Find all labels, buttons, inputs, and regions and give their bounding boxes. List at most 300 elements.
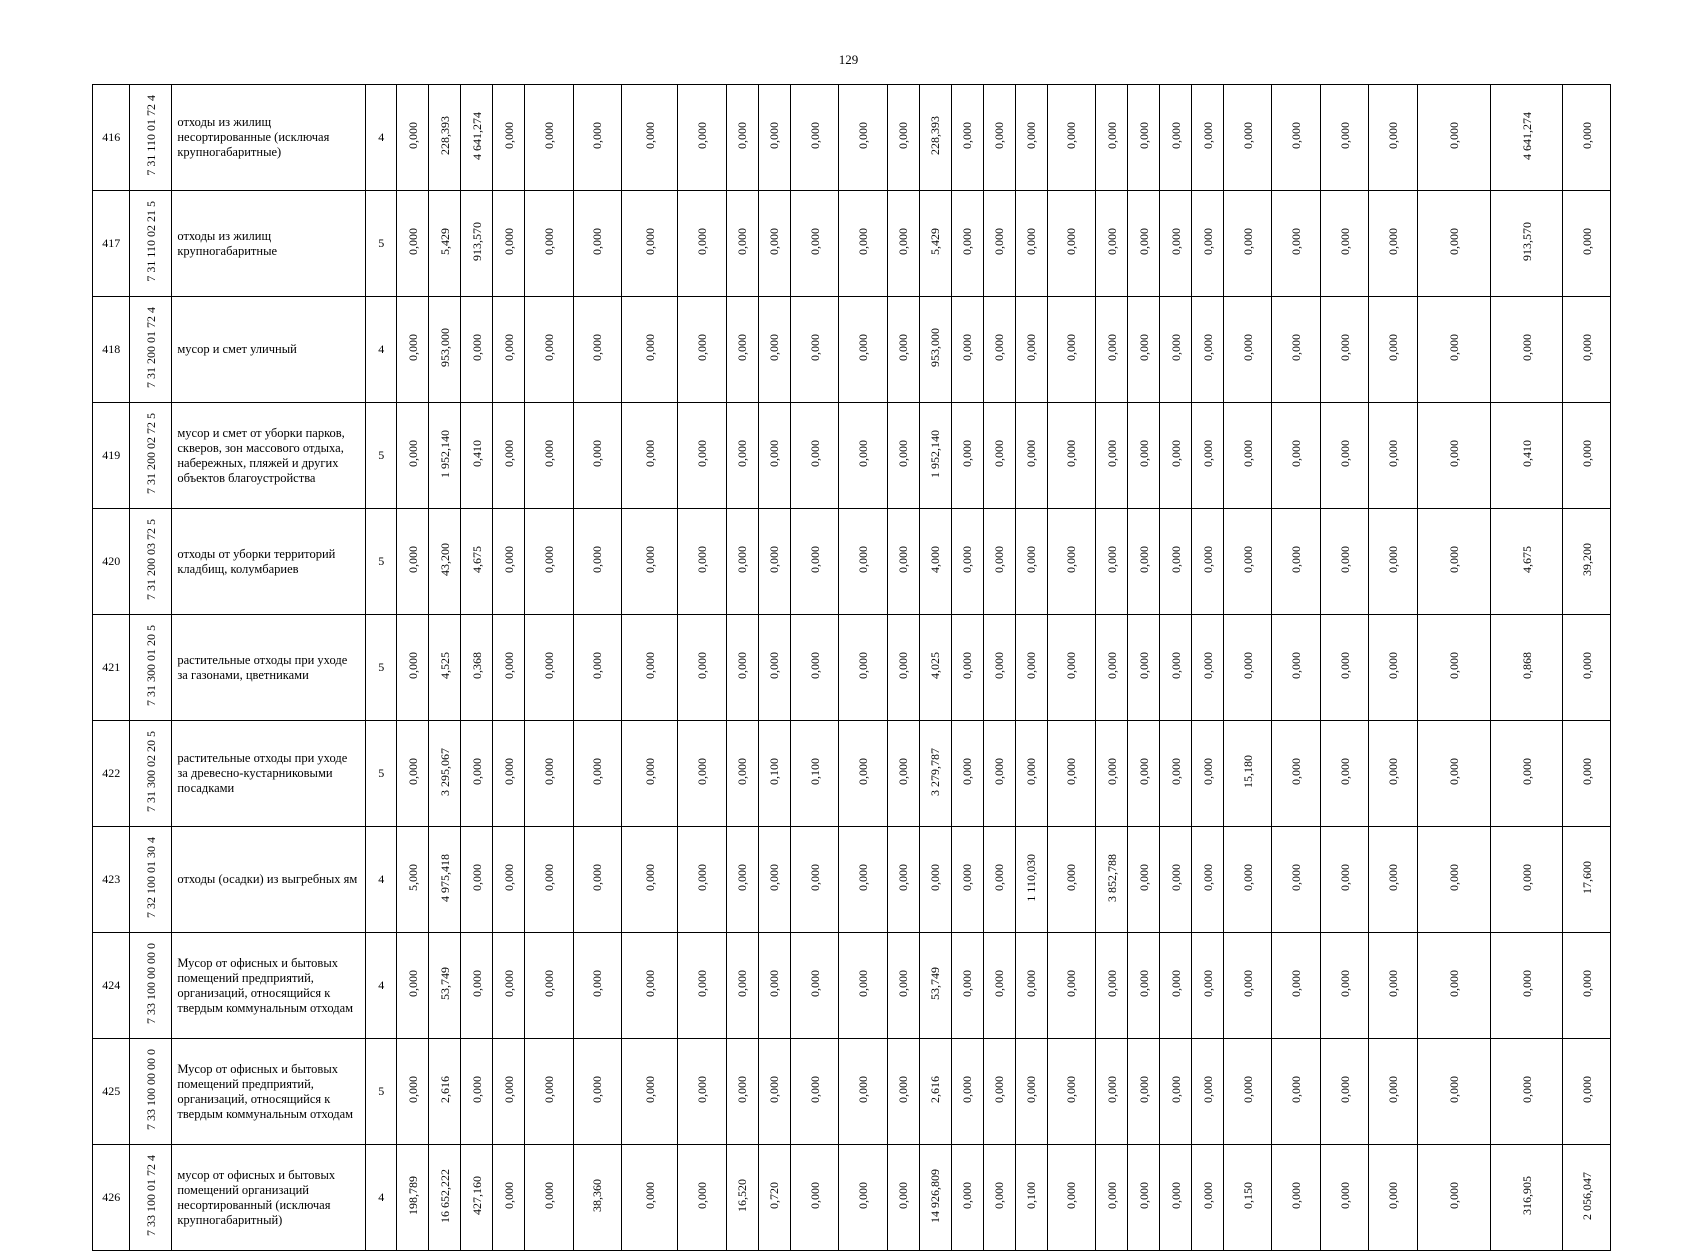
value-cell-text: 0,000 xyxy=(642,652,657,679)
value-cell xyxy=(1563,615,1611,721)
value-cell-text: 0,000 xyxy=(856,122,871,149)
value-cell xyxy=(951,615,983,721)
value-cell xyxy=(1369,721,1418,827)
value-cell-text: 0,000 xyxy=(1386,970,1401,997)
value-cell xyxy=(1192,615,1224,721)
value-cell xyxy=(525,615,574,721)
value-cell-text: 4 641,274 xyxy=(1519,111,1534,160)
value-cell-text: 0,000 xyxy=(1024,546,1039,573)
value-cell xyxy=(983,191,1015,297)
row-number-cell: 418 xyxy=(93,297,130,403)
value-cell xyxy=(461,1039,493,1145)
table-row xyxy=(93,403,1611,509)
value-cell xyxy=(790,297,839,403)
value-cell xyxy=(790,615,839,721)
value-cell xyxy=(622,827,678,933)
value-cell-text: 5,000 xyxy=(405,864,420,891)
value-cell-text: 0,000 xyxy=(501,758,516,785)
value-cell-text: 0,000 xyxy=(1579,228,1594,255)
value-cell xyxy=(839,297,888,403)
waste-name-cell: мусор и смет уличный xyxy=(172,297,366,403)
value-cell xyxy=(1015,509,1047,615)
value-cell xyxy=(1272,1145,1321,1251)
value-cell-text: 0,000 xyxy=(541,122,556,149)
value-cell-text: 0,000 xyxy=(767,546,782,573)
value-cell xyxy=(919,509,951,615)
value-cell-text: 913,570 xyxy=(1519,222,1534,261)
value-cell-text: 0,000 xyxy=(767,440,782,467)
value-cell-text: 0,000 xyxy=(1240,864,1255,891)
value-cell-text: 15,180 xyxy=(1240,755,1255,788)
value-cell-text: 0,000 xyxy=(501,122,516,149)
value-cell xyxy=(1563,827,1611,933)
value-cell xyxy=(1417,1145,1490,1251)
table-row xyxy=(93,191,1611,297)
value-cell xyxy=(678,827,727,933)
value-cell-text: 0,000 xyxy=(767,334,782,361)
value-cell-text: 0,000 xyxy=(1200,652,1215,679)
value-cell-text: 0,000 xyxy=(960,122,975,149)
value-cell xyxy=(1192,933,1224,1039)
value-cell-text: 0,000 xyxy=(1337,1182,1352,1209)
row-number-cell: 424 xyxy=(93,933,130,1039)
value-cell-text: 0,000 xyxy=(1200,546,1215,573)
value-cell xyxy=(1160,297,1192,403)
hazard-class-cell: 4 xyxy=(366,1145,397,1251)
waste-name-cell: отходы (осадки) из выгребных ям xyxy=(172,827,366,933)
value-cell xyxy=(1096,85,1128,191)
value-cell xyxy=(525,509,574,615)
value-cell-text: 0,000 xyxy=(1386,1182,1401,1209)
value-cell-text: 0,000 xyxy=(405,228,420,255)
value-cell xyxy=(951,1145,983,1251)
value-cell xyxy=(573,403,622,509)
value-cell xyxy=(429,85,461,191)
value-cell-text: 0,000 xyxy=(767,652,782,679)
value-cell xyxy=(839,85,888,191)
value-cell xyxy=(1272,297,1321,403)
value-cell xyxy=(790,827,839,933)
value-cell-text: 0,000 xyxy=(405,546,420,573)
value-cell-text: 0,000 xyxy=(405,652,420,679)
value-cell xyxy=(790,1145,839,1251)
value-cell-text: 0,000 xyxy=(1136,1182,1151,1209)
fkko-code-cell xyxy=(130,1145,172,1251)
value-cell-text: 4,675 xyxy=(469,546,484,573)
value-cell xyxy=(573,933,622,1039)
value-cell-text: 0,000 xyxy=(735,652,750,679)
value-cell xyxy=(1417,297,1490,403)
value-cell xyxy=(525,721,574,827)
value-cell-text: 0,000 xyxy=(1519,334,1534,361)
hazard-class-cell: 4 xyxy=(366,297,397,403)
value-cell xyxy=(1047,721,1096,827)
value-cell xyxy=(887,297,919,403)
value-cell-text: 0,000 xyxy=(1168,1076,1183,1103)
value-cell-text: 0,000 xyxy=(642,228,657,255)
value-cell-text: 0,000 xyxy=(642,970,657,997)
value-cell xyxy=(678,1039,727,1145)
row-number-cell: 422 xyxy=(93,721,130,827)
value-cell-text: 0,000 xyxy=(1289,1182,1304,1209)
value-cell-text: 0,000 xyxy=(1446,864,1461,891)
value-cell xyxy=(1015,85,1047,191)
value-cell-text: 0,000 xyxy=(1289,864,1304,891)
value-cell-text: 0,000 xyxy=(960,1076,975,1103)
table-row xyxy=(93,615,1611,721)
value-cell xyxy=(887,403,919,509)
value-cell xyxy=(1417,509,1490,615)
value-cell-text: 0,000 xyxy=(1064,652,1079,679)
value-cell-text: 0,000 xyxy=(1104,970,1119,997)
value-cell-text: 0,000 xyxy=(1200,440,1215,467)
value-cell xyxy=(1192,85,1224,191)
value-cell xyxy=(1320,1145,1369,1251)
value-cell xyxy=(622,85,678,191)
value-cell xyxy=(397,297,429,403)
value-cell xyxy=(573,509,622,615)
value-cell-text: 0,000 xyxy=(405,334,420,361)
value-cell-text: 0,410 xyxy=(1519,440,1534,467)
value-cell-text: 0,000 xyxy=(767,1076,782,1103)
value-cell-text: 0,000 xyxy=(642,1076,657,1103)
value-cell xyxy=(461,615,493,721)
value-cell-text: 0,000 xyxy=(541,440,556,467)
value-cell-text: 0,000 xyxy=(501,228,516,255)
value-cell xyxy=(1223,297,1272,403)
value-cell-text: 0,000 xyxy=(1104,1182,1119,1209)
value-cell xyxy=(493,191,525,297)
value-cell-text: 0,720 xyxy=(767,1182,782,1209)
value-cell-text: 0,000 xyxy=(1289,1076,1304,1103)
value-cell-text: 0,000 xyxy=(469,1076,484,1103)
value-cell-text: 0,000 xyxy=(501,1076,516,1103)
value-cell-text: 0,000 xyxy=(1386,440,1401,467)
value-cell xyxy=(1223,827,1272,933)
value-cell xyxy=(790,1039,839,1145)
waste-name-cell: Мусор от офисных и бытовых помещений предприятий, организаций, относящийся к твердым коммунальным отходам xyxy=(172,933,366,1039)
value-cell-text: 0,000 xyxy=(1579,1076,1594,1103)
value-cell-text: 198,789 xyxy=(405,1176,420,1215)
value-cell xyxy=(1015,721,1047,827)
value-cell xyxy=(622,403,678,509)
value-cell-text: 0,000 xyxy=(1446,1182,1461,1209)
value-cell-text: 3 852,788 xyxy=(1104,853,1119,902)
value-cell-text: 0,000 xyxy=(1386,864,1401,891)
value-cell xyxy=(397,191,429,297)
value-cell-text: 0,000 xyxy=(1168,864,1183,891)
value-cell xyxy=(951,933,983,1039)
value-cell-text: 0,000 xyxy=(807,546,822,573)
value-cell-text: 0,000 xyxy=(642,122,657,149)
value-cell xyxy=(525,1039,574,1145)
fkko-code-cell-text: 7 31 300 01 20 5 xyxy=(143,625,158,706)
value-cell xyxy=(790,85,839,191)
value-cell xyxy=(461,933,493,1039)
value-cell-text: 1 110,030 xyxy=(1024,853,1039,902)
value-cell xyxy=(525,297,574,403)
value-cell-text: 0,000 xyxy=(1240,228,1255,255)
value-cell-text: 0,000 xyxy=(501,652,516,679)
fkko-code-cell xyxy=(130,509,172,615)
value-cell xyxy=(1563,1145,1611,1251)
row-number-cell: 421 xyxy=(93,615,130,721)
value-cell-text: 0,000 xyxy=(642,864,657,891)
fkko-code-cell-text: 7 31 110 02 21 5 xyxy=(143,201,158,282)
value-cell xyxy=(919,827,951,933)
value-cell-text: 0,000 xyxy=(1519,970,1534,997)
value-cell-text: 0,000 xyxy=(1064,228,1079,255)
value-cell-text: 0,000 xyxy=(735,758,750,785)
row-number-cell: 420 xyxy=(93,509,130,615)
value-cell-text: 0,000 xyxy=(1064,758,1079,785)
value-cell xyxy=(1192,191,1224,297)
page-number: 129 xyxy=(838,52,859,67)
value-cell xyxy=(622,933,678,1039)
table-row xyxy=(93,85,1611,191)
value-cell-text: 0,000 xyxy=(896,652,911,679)
value-cell-text: 0,000 xyxy=(1064,334,1079,361)
value-cell xyxy=(726,297,758,403)
value-cell-text: 0,000 xyxy=(960,440,975,467)
value-cell xyxy=(839,403,888,509)
value-cell-text: 0,000 xyxy=(1289,970,1304,997)
hazard-class-cell: 4 xyxy=(366,933,397,1039)
row-number-cell: 417 xyxy=(93,191,130,297)
value-cell-text: 0,000 xyxy=(1386,122,1401,149)
value-cell xyxy=(1369,827,1418,933)
hazard-class-cell: 5 xyxy=(366,721,397,827)
value-cell-text: 0,000 xyxy=(856,334,871,361)
value-cell xyxy=(887,827,919,933)
value-cell-text: 0,000 xyxy=(856,1076,871,1103)
value-cell-text: 17,600 xyxy=(1579,861,1594,894)
fkko-code-cell xyxy=(130,85,172,191)
value-cell-text: 0,000 xyxy=(1240,546,1255,573)
value-cell xyxy=(1128,721,1160,827)
value-cell-text: 0,000 xyxy=(1240,970,1255,997)
value-cell-text: 0,000 xyxy=(735,228,750,255)
value-cell-text: 0,000 xyxy=(1024,1076,1039,1103)
value-cell xyxy=(790,933,839,1039)
value-cell-text: 0,000 xyxy=(1136,122,1151,149)
value-cell-text: 0,000 xyxy=(1386,228,1401,255)
value-cell xyxy=(1015,1039,1047,1145)
value-cell-text: 0,000 xyxy=(1446,228,1461,255)
value-cell xyxy=(622,721,678,827)
value-cell xyxy=(951,509,983,615)
value-cell xyxy=(983,297,1015,403)
value-cell xyxy=(461,721,493,827)
value-cell xyxy=(758,85,790,191)
value-cell-text: 0,000 xyxy=(590,546,605,573)
value-cell xyxy=(839,1039,888,1145)
value-cell xyxy=(678,509,727,615)
value-cell-text: 0,000 xyxy=(896,440,911,467)
value-cell-text: 0,000 xyxy=(541,758,556,785)
value-cell-text: 0,000 xyxy=(405,1076,420,1103)
value-cell xyxy=(1192,1145,1224,1251)
value-cell xyxy=(758,1145,790,1251)
value-cell-text: 228,393 xyxy=(437,116,452,155)
value-cell-text: 0,000 xyxy=(590,122,605,149)
value-cell xyxy=(1160,403,1192,509)
value-cell xyxy=(1272,509,1321,615)
value-cell xyxy=(983,721,1015,827)
value-cell-text: 913,570 xyxy=(469,222,484,261)
value-cell-text: 0,000 xyxy=(1337,758,1352,785)
value-cell-text: 0,000 xyxy=(1168,652,1183,679)
value-cell-text: 0,000 xyxy=(960,758,975,785)
value-cell xyxy=(758,827,790,933)
value-cell-text: 0,000 xyxy=(1337,228,1352,255)
value-cell xyxy=(429,1145,461,1251)
value-cell-text: 0,000 xyxy=(541,334,556,361)
waste-name-cell: растительные отходы при уходе за газонами, цветниками xyxy=(172,615,366,721)
value-cell xyxy=(758,721,790,827)
fkko-code-cell-text: 7 33 100 00 00 0 xyxy=(143,943,158,1024)
value-cell xyxy=(678,85,727,191)
value-cell-text: 1 952,140 xyxy=(437,429,452,478)
value-cell-text: 953,000 xyxy=(928,328,943,367)
value-cell-text: 0,000 xyxy=(1064,1182,1079,1209)
value-cell xyxy=(1096,933,1128,1039)
value-cell xyxy=(919,85,951,191)
value-cell xyxy=(1272,1039,1321,1145)
value-cell-text: 0,000 xyxy=(1200,228,1215,255)
value-cell xyxy=(678,191,727,297)
fkko-code-cell xyxy=(130,297,172,403)
value-cell xyxy=(1015,933,1047,1039)
value-cell xyxy=(951,297,983,403)
waste-name-cell: отходы из жилищ несортированные (исключая крупногабаритные) xyxy=(172,85,366,191)
fkko-code-cell-text: 7 32 100 01 30 4 xyxy=(143,837,158,918)
fkko-code-cell xyxy=(130,403,172,509)
hazard-class-cell: 5 xyxy=(366,509,397,615)
value-cell xyxy=(1320,827,1369,933)
value-cell xyxy=(758,403,790,509)
row-number-cell: 423 xyxy=(93,827,130,933)
value-cell xyxy=(1272,403,1321,509)
value-cell xyxy=(1128,85,1160,191)
value-cell xyxy=(397,933,429,1039)
value-cell xyxy=(951,827,983,933)
value-cell-text: 0,000 xyxy=(1579,440,1594,467)
value-cell-text: 0,000 xyxy=(695,864,710,891)
value-cell xyxy=(919,1145,951,1251)
value-cell xyxy=(1417,827,1490,933)
value-cell xyxy=(397,721,429,827)
value-cell-text: 0,000 xyxy=(807,228,822,255)
value-cell xyxy=(1128,615,1160,721)
value-cell xyxy=(951,1039,983,1145)
value-cell-text: 0,000 xyxy=(642,334,657,361)
value-cell-text: 0,000 xyxy=(960,970,975,997)
value-cell-text: 0,000 xyxy=(695,546,710,573)
value-cell xyxy=(726,615,758,721)
value-cell xyxy=(1015,827,1047,933)
value-cell-text: 0,000 xyxy=(1168,546,1183,573)
value-cell xyxy=(951,191,983,297)
value-cell xyxy=(1047,827,1096,933)
value-cell-text: 0,000 xyxy=(1024,122,1039,149)
value-cell xyxy=(1563,191,1611,297)
value-cell-text: 0,000 xyxy=(501,1182,516,1209)
value-cell-text: 1 952,140 xyxy=(928,429,943,478)
value-cell xyxy=(525,827,574,933)
value-cell xyxy=(429,615,461,721)
value-cell xyxy=(758,297,790,403)
value-cell-text: 4 975,418 xyxy=(437,853,452,902)
value-cell xyxy=(429,933,461,1039)
value-cell-text: 0,000 xyxy=(960,334,975,361)
value-cell-text: 43,200 xyxy=(437,543,452,576)
value-cell-text: 0,000 xyxy=(992,546,1007,573)
value-cell xyxy=(983,85,1015,191)
value-cell-text: 0,000 xyxy=(735,1076,750,1103)
value-cell-text: 0,000 xyxy=(856,440,871,467)
value-cell xyxy=(1192,721,1224,827)
value-cell-text: 0,000 xyxy=(960,228,975,255)
value-cell-text: 0,000 xyxy=(642,546,657,573)
value-cell xyxy=(397,827,429,933)
value-cell xyxy=(1047,1039,1096,1145)
value-cell xyxy=(726,191,758,297)
value-cell xyxy=(573,1039,622,1145)
value-cell-text: 0,000 xyxy=(1064,440,1079,467)
value-cell xyxy=(1160,1039,1192,1145)
value-cell-text: 0,000 xyxy=(807,970,822,997)
value-cell xyxy=(1223,191,1272,297)
value-cell-text: 0,000 xyxy=(896,546,911,573)
value-cell xyxy=(887,615,919,721)
value-cell xyxy=(919,933,951,1039)
hazard-class-cell: 5 xyxy=(366,191,397,297)
value-cell xyxy=(758,933,790,1039)
value-cell xyxy=(887,1039,919,1145)
value-cell xyxy=(1223,1039,1272,1145)
value-cell xyxy=(1272,827,1321,933)
value-cell-text: 0,000 xyxy=(1200,758,1215,785)
value-cell xyxy=(1047,297,1096,403)
value-cell-text: 0,000 xyxy=(856,758,871,785)
fkko-code-cell-text: 7 31 200 03 72 5 xyxy=(143,519,158,600)
value-cell xyxy=(726,85,758,191)
value-cell-text: 0,000 xyxy=(1289,758,1304,785)
value-cell-text: 0,000 xyxy=(1168,758,1183,785)
value-cell-text: 0,000 xyxy=(1168,334,1183,361)
value-cell xyxy=(678,721,727,827)
value-cell xyxy=(1369,509,1418,615)
value-cell xyxy=(1417,191,1490,297)
value-cell-text: 0,410 xyxy=(469,440,484,467)
value-cell-text: 0,000 xyxy=(735,334,750,361)
value-cell xyxy=(1047,85,1096,191)
waste-table xyxy=(92,84,1611,1251)
value-cell xyxy=(429,509,461,615)
value-cell-text: 0,000 xyxy=(1337,122,1352,149)
value-cell-text: 0,100 xyxy=(767,758,782,785)
value-cell-text: 0,000 xyxy=(1337,546,1352,573)
value-cell xyxy=(1369,403,1418,509)
value-cell-text: 2,616 xyxy=(437,1076,452,1103)
value-cell xyxy=(758,509,790,615)
value-cell xyxy=(758,1039,790,1145)
value-cell-text: 0,000 xyxy=(1024,970,1039,997)
value-cell xyxy=(1128,297,1160,403)
value-cell-text: 427,160 xyxy=(469,1176,484,1215)
value-cell-text: 0,000 xyxy=(1579,758,1594,785)
